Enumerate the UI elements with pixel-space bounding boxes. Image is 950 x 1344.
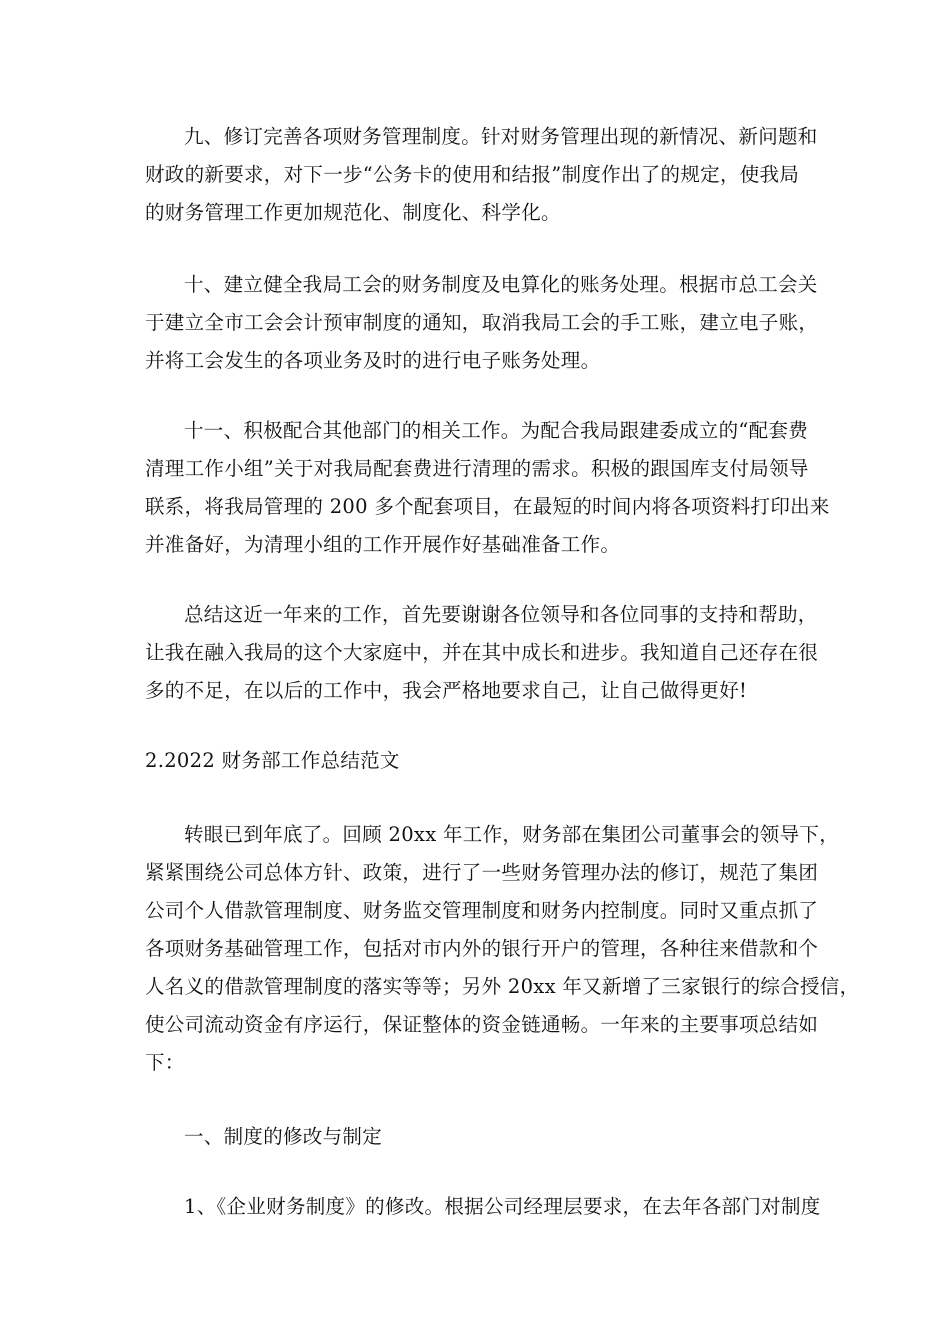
text-line: 九、修订完善各项财务管理制度。针对财务管理出现的新情况、新问题和 (184, 125, 818, 148)
text-line: 财政的新要求，对下一步“公务卡的使用和结报”制度作出了的规定，使我局 (145, 163, 800, 186)
text-line: 紧紧围绕公司总体方针、政策，进行了一些财务管理办法的修订，规范了集团 (145, 861, 819, 884)
paragraph-item-one (145, 1188, 825, 1226)
subsection-title: 一、制度的修改与制定 (184, 1125, 383, 1148)
text-line: 下： (145, 1051, 185, 1074)
text-line: 并准备好，为清理小组的工作开展作好基础准备工作。 (145, 533, 621, 556)
text-line: 各项财务基础管理工作，包括对市内外的银行开户的管理，各种往来借款和个 (145, 937, 819, 960)
text-line: 公司个人借款管理制度、财务监交管理制度和财务内控制度。同时又重点抓了 (145, 899, 819, 922)
text-line: 的财务管理工作更加规范化、制度化、科学化。 (145, 201, 561, 224)
paragraph-intro (145, 816, 860, 1082)
paragraph-eleven (145, 412, 830, 564)
text-line: 并将工会发生的各项业务及时的进行电子账务处理。 (145, 349, 601, 372)
text-line: 让我在融入我局的这个大家庭中，并在其中成长和进步。我知道自己还存在很 (145, 641, 819, 664)
text-line: 于建立全市工会会计预审制度的通知，取消我局工会的手工账，建立电子账， (145, 311, 819, 334)
text-line: 使公司流动资金有序运行，保证整体的资金链通畅。一年来的主要事项总结如 (145, 1013, 819, 1036)
text-line: 人名义的借款管理制度的落实等等；另外 20xx 年又新增了三家银行的综合授信， (145, 975, 860, 998)
text-line: 转眼已到年底了。回顾 20xx 年工作，财务部在集团公司董事会的领导下， (184, 823, 840, 846)
text-line: 十、建立健全我局工会的财务制度及电算化的账务处理。根据市总工会关 (184, 273, 818, 296)
section-title: 2.2022 财务部工作总结范文 (145, 749, 400, 772)
text-line: 清理工作小组”关于对我局配套费进行清理的需求。积极的跟国库支付局领导 (145, 457, 809, 480)
text-line: 多的不足，在以后的工作中，我会严格地要求自己，让自己做得更好! (145, 679, 748, 702)
text-line: 十一、积极配合其他部门的相关工作。为配合我局跟建委成立的“配套费 (184, 419, 809, 442)
paragraph-summary (145, 596, 825, 710)
text-line: 1、《企业财务制度》的修改。根据公司经理层要求，在去年各部门对制度 (184, 1195, 821, 1218)
paragraph-ten (145, 266, 825, 380)
paragraph-nine (145, 118, 825, 232)
text-line: 联系，将我局管理的 200 多个配套项目，在最短的时间内将各项资料打印出来 (145, 495, 830, 518)
text-line: 总结这近一年来的工作，首先要谢谢各位领导和各位同事的支持和帮助， (184, 603, 818, 626)
